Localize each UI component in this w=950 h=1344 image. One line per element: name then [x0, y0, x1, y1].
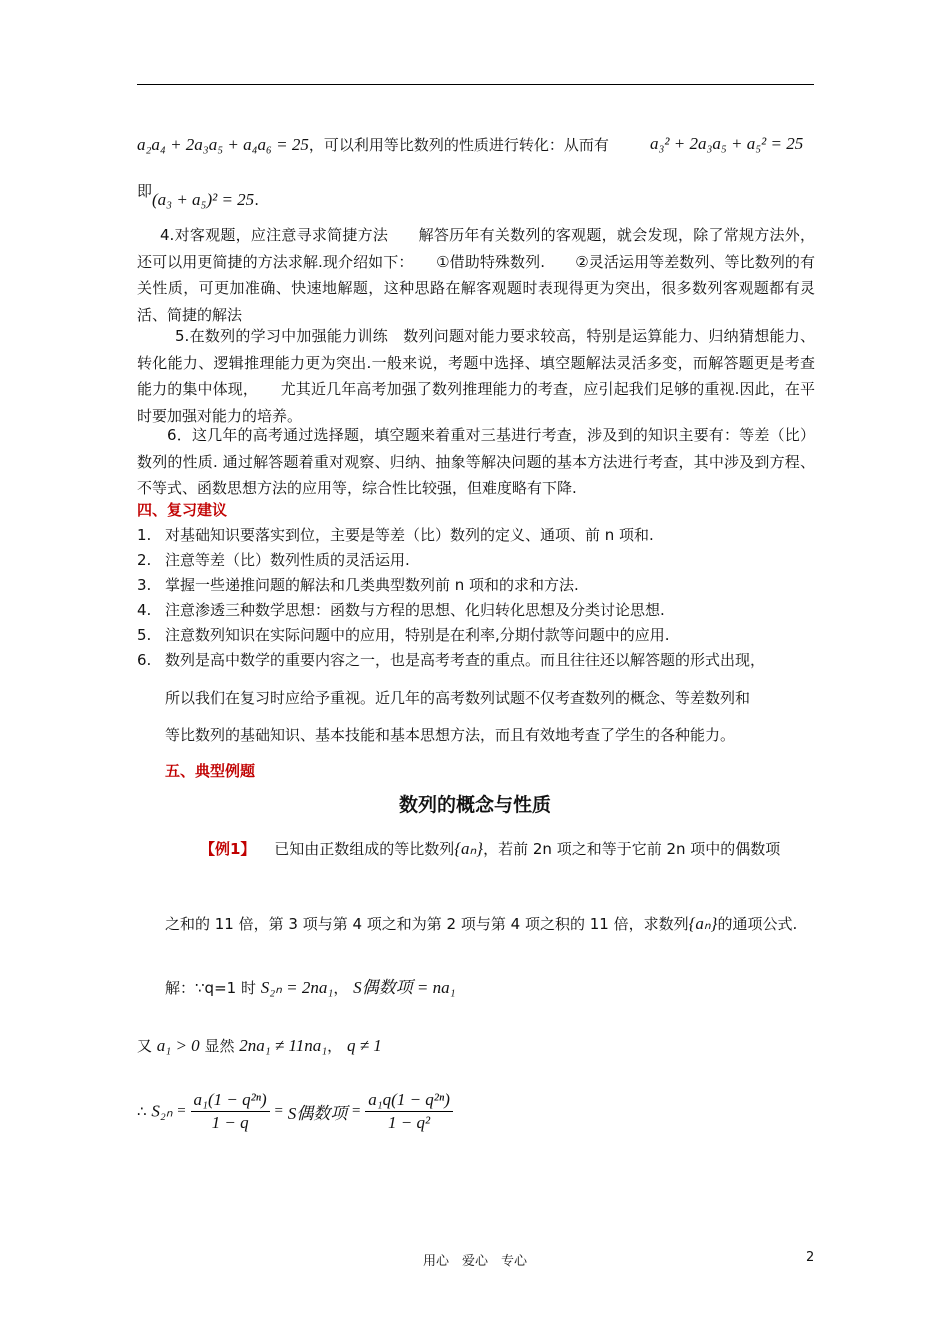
paragraph-6: 6．这几年的高考通过选择题，填空题来着重对三基进行考查，涉及到的知识主要有：等差（比）数列的性质. 通过解答题着重对观察、归纳、抽象等解决问题的基本方法进行考查，其中涉及到方程、不等式、函数思想方法的应用等，综合性比较强，但难度略有下降. — [137, 426, 815, 497]
fraction-1 — [191, 1090, 270, 1133]
list-item: 2. 注意等差（比）数列性质的灵活运用. — [137, 551, 410, 569]
example-text-a: 已知由正数组成的等比数列 — [274, 840, 455, 858]
fraction-2-denominator: 1 − q² — [388, 1113, 431, 1132]
paragraph-4: 4.对客观题，应注意寻求简捷方法 解答历年有关数列的客观题，就会发现，除了常规方法外，还可以用更简捷的方法求解.现介绍如下： ①借助特殊数列. ②灵活运用等差数列、等比数列的有关性质，可更加准确、快速地解题，这种思路在解客观题时表现得更为突出，很多数列客观题都有灵活、简捷的解法 — [137, 226, 815, 324]
fraction-1-denominator: 1 − q — [211, 1113, 249, 1132]
solution-again: 又 — [137, 1037, 153, 1055]
formula-right-wrap — [650, 134, 803, 154]
formula-left: a₂a₄ + 2a₃a₅ + a₄a₆ = 25 — [137, 135, 309, 154]
example-text-d: 的通项公式. — [717, 915, 798, 933]
example-text-c: 之和的 11 倍，第 3 项与第 4 项之和为第 2 项与第 4 项之积的 11 倍，求数列 — [165, 915, 689, 933]
fraction-2 — [365, 1090, 453, 1133]
transition-text: ，可以利用等比数列的性质进行转化：从而有 — [308, 136, 609, 154]
paragraph-5: 5.在数列的学习中加强能力训练 数列问题对能力要求较高，特别是运算能力、归纳猜想能力、转化能力、逻辑推理能力更为突出.一般来说，考题中选择、填空题解法灵活多变，而解答题更是考查能力的集中体现， 尤其近几年高考加强了数列推理能力的考查，应引起我们足够的重视.因此，在平时要加强对能力的培养。 — [137, 327, 815, 425]
fraction-2-numerator: a₁q(1 − q²ⁿ) — [365, 1090, 453, 1112]
list-item: 1. 对基础知识要落实到位，主要是等差（比）数列的定义、通项、前 n 项和. — [137, 526, 654, 544]
square-formula: (a₃ + a₅)² = 25 — [152, 190, 255, 209]
sum-formula: S₂ₙ = 2na₁ — [260, 978, 334, 997]
example-label: 【例1】 — [200, 840, 256, 858]
example-1-line-1 — [200, 838, 780, 859]
period: . — [254, 191, 259, 209]
therefore-symbol: ∴ — [137, 1102, 147, 1121]
header-rule — [137, 84, 814, 85]
list-item: 3. 掌握一些递推问题的解法和几类典型数列前 n 项和的求和方法. — [137, 576, 579, 594]
positivity-formula: a₁ > 0 — [156, 1036, 200, 1055]
fraction-1-numerator: a₁(1 − q²ⁿ) — [191, 1090, 270, 1112]
page-title: 数列的概念与性质 — [398, 794, 551, 816]
example-text-b: ，若前 2n 项之和等于它前 2n 项中的偶数项 — [483, 840, 781, 858]
suggestion-6-continued-1: 所以我们在复习时应给予重视。近几年的高考数列试题不仅考查数列的概念、等差数列和 — [165, 689, 751, 707]
inequality-formula: 2na₁ ≠ 11na₁ — [239, 1036, 328, 1055]
list-item: 6. 数列是高中数学的重要内容之一，也是高考考查的重点。而且往往还以解答题的形式出现， — [137, 651, 766, 669]
page-footer: 用心 爱心 专心 — [422, 1254, 527, 1269]
solution-line-1: 解：∵q=1 时 S₂ₙ = 2na₁， S偶数项 = na₁ — [165, 978, 456, 997]
solution-prefix: 解：∵q=1 时 — [165, 979, 256, 997]
prefix-ji: 即 — [137, 182, 153, 200]
formula-line-2 — [137, 180, 152, 201]
suggestion-6-continued-2: 等比数列的基础知识、基本技能和基本思想方法，而且有效地考查了学生的各种能力。 — [165, 726, 736, 744]
solution-obviously: 显然 — [204, 1037, 235, 1055]
sequence-symbol: {aₙ} — [454, 839, 484, 858]
section-5-heading: 五、典型例题 — [165, 762, 256, 780]
lhs-sum: S₂ₙ — [151, 1101, 173, 1121]
formula-line-2-body — [152, 190, 259, 210]
formula-line-1 — [137, 134, 609, 155]
even-sum-formula: S偶数项 = na₁ — [353, 978, 456, 997]
solution-line-3: ∴ S₂ₙ = $\frac{\text{a₁(1 − q²ⁿ)}}{1 - q}$ = S偶数项 = $\frac{\text{a₁q(1 − q²ⁿ)}}{\text{1 − q²}}$ — [137, 1090, 453, 1140]
list-item: 5. 注意数列知识在实际问题中的应用，特别是在利率,分期付款等问题中的应用. — [137, 626, 670, 644]
example-1-line-2 — [165, 913, 797, 934]
formula-right: a₃² + 2a₃a₅ + a₅² = 25 — [650, 134, 804, 153]
page-number: 2 — [806, 1250, 815, 1265]
q-not-one: q ≠ 1 — [346, 1036, 382, 1055]
sequence-symbol-2: {aₙ} — [688, 914, 718, 933]
solution-line-2: 又 a₁ > 0 显然 2na₁ ≠ 11na₁， q ≠ 1 — [137, 1036, 382, 1055]
list-item: 4. 注意渗透三种数学思想：函数与方程的思想、化归转化思想及分类讨论思想. — [137, 601, 665, 619]
section-4-heading: 四、复习建议 — [137, 501, 228, 519]
even-sum-symbol: S偶数项 — [287, 1104, 348, 1123]
